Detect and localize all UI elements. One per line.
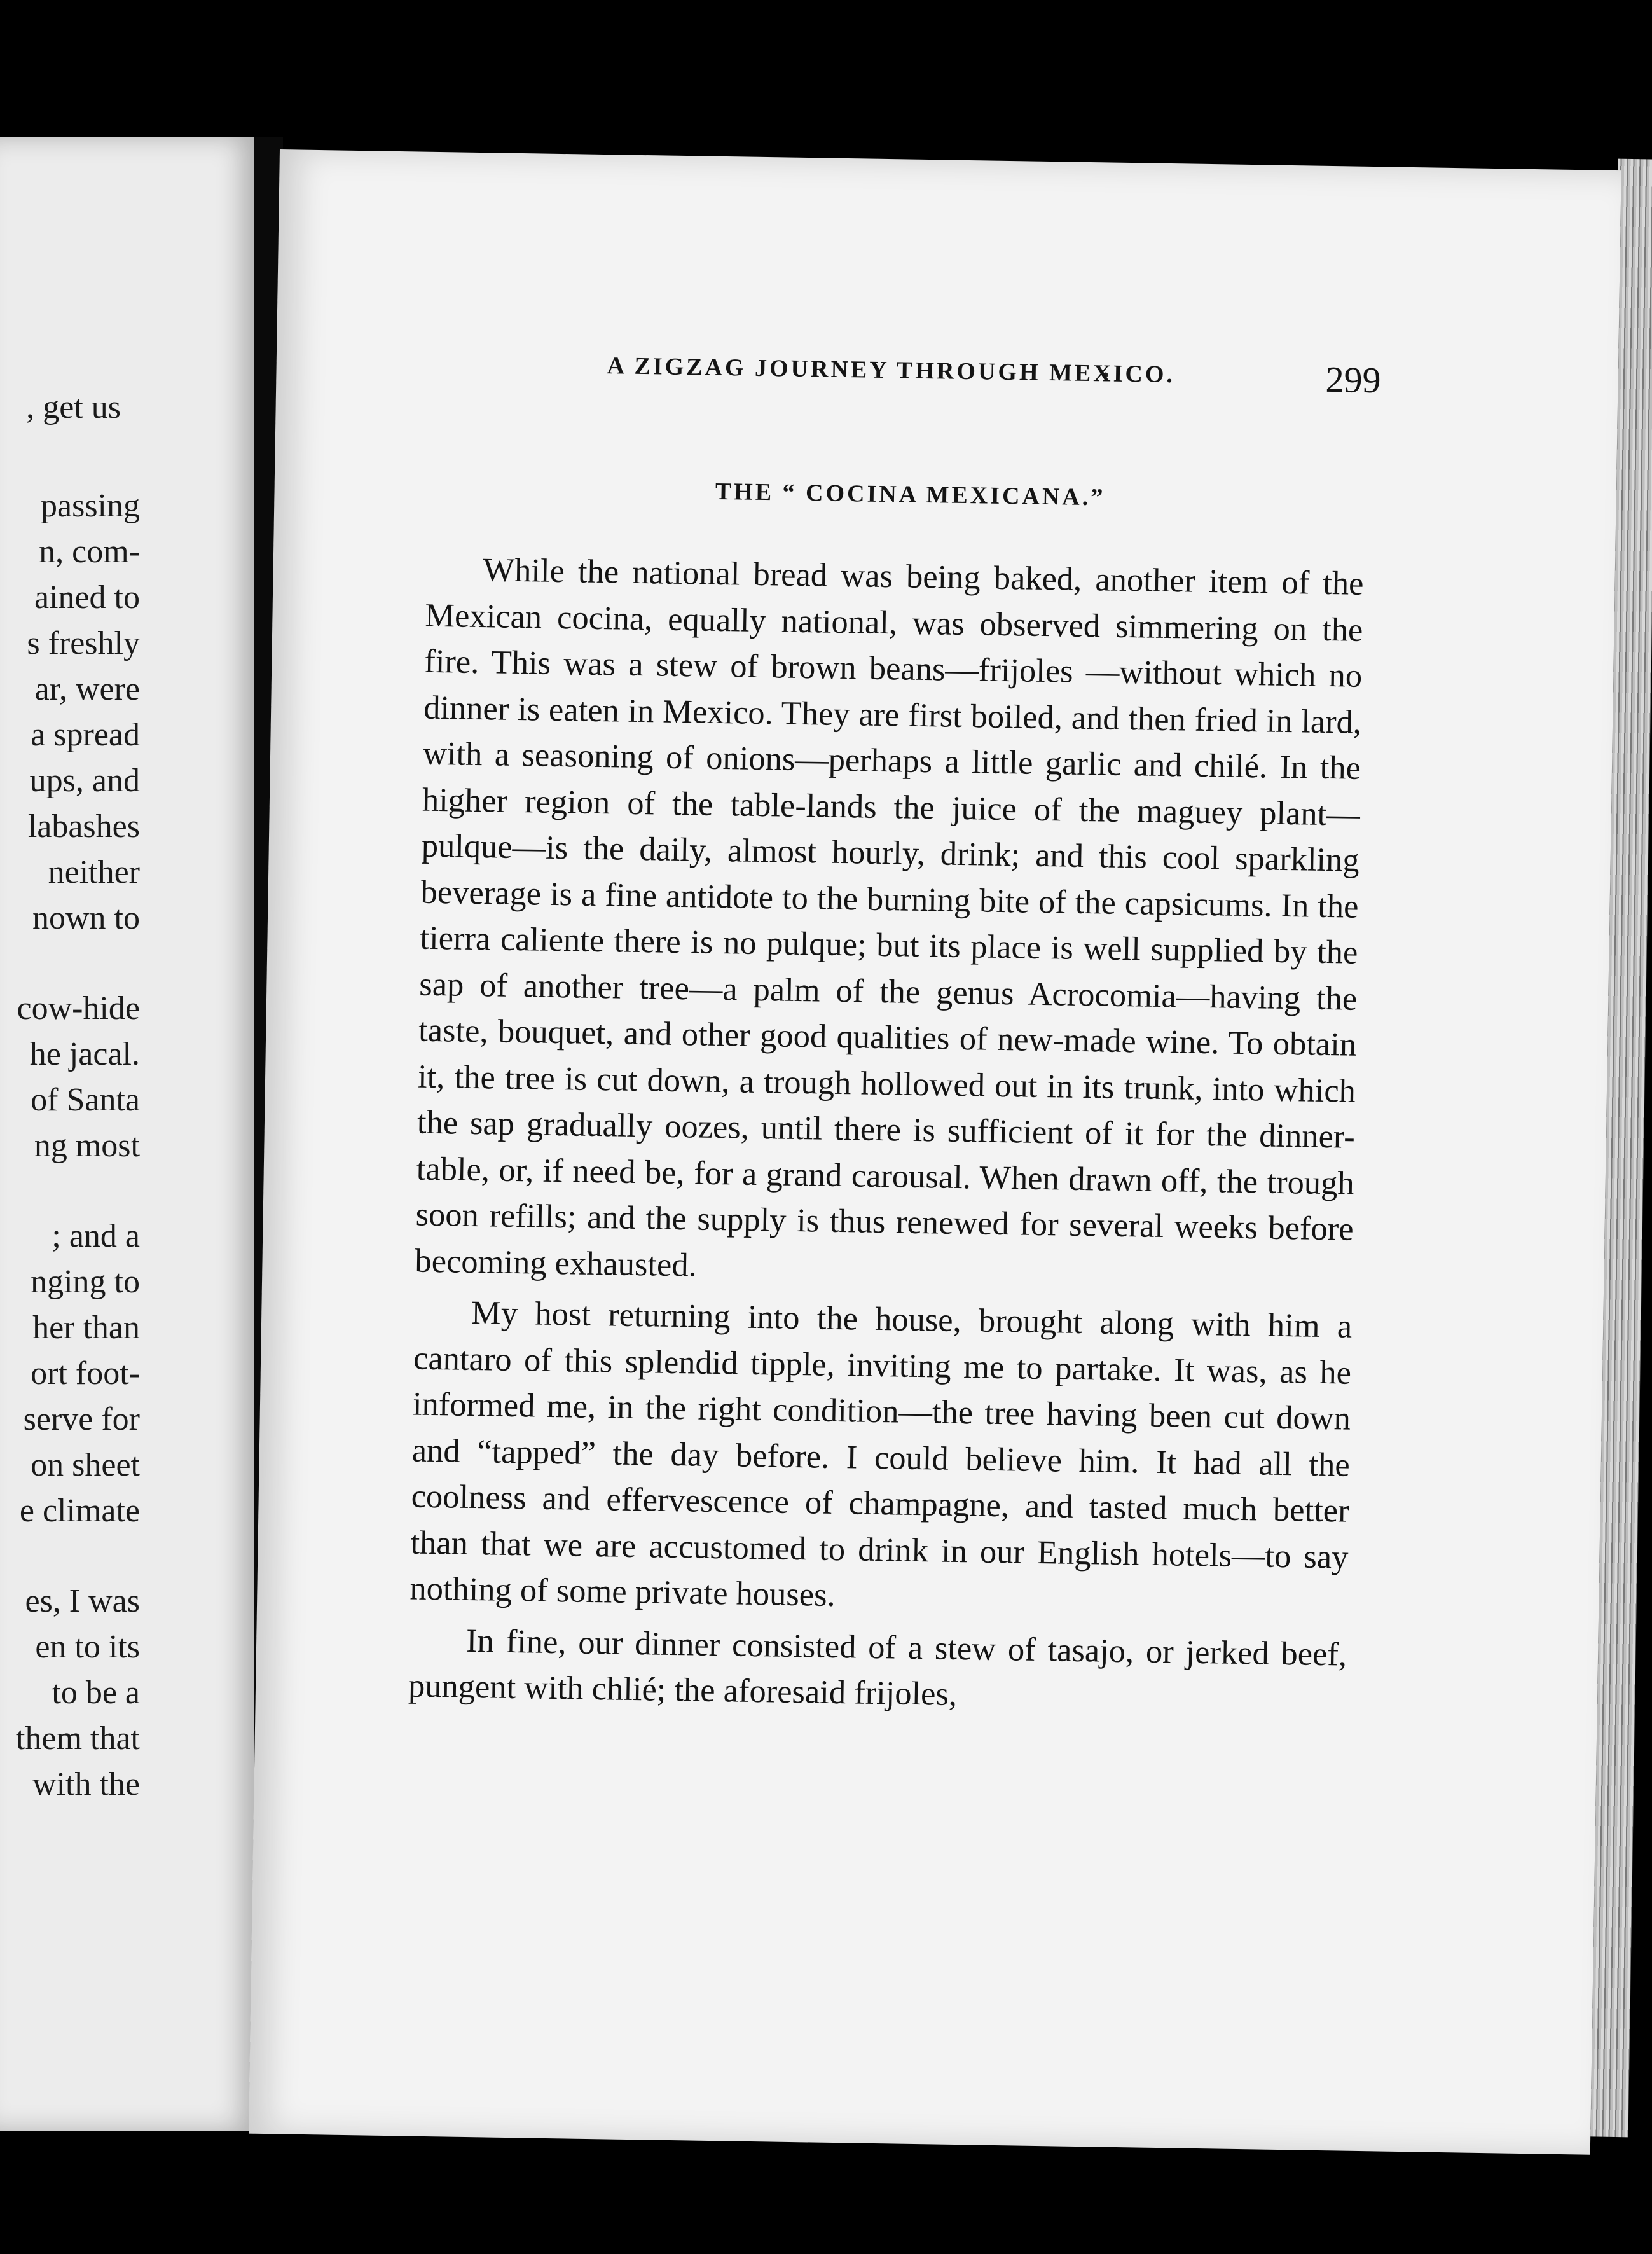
left-line: nging to xyxy=(31,1264,140,1300)
paragraph: In fine, our dinner consisted of a stew of tasajo, or jerked beef, pungent with chlié; the aforesaid frijoles, xyxy=(408,1622,1347,1713)
left-line: ; and a xyxy=(52,1218,140,1254)
left-line: to be a xyxy=(52,1675,140,1711)
running-head: A ZIGZAG JOURNEY THROUGH MEXICO. xyxy=(607,352,1176,389)
left-line: nown to xyxy=(32,900,140,936)
left-line: labashes xyxy=(27,808,140,845)
left-line: her than xyxy=(32,1310,140,1346)
left-line: ort foot- xyxy=(31,1355,140,1392)
left-line: s freshly xyxy=(27,625,140,661)
left-line: ups, and xyxy=(29,763,140,799)
left-line: es, I was xyxy=(25,1583,140,1619)
left-line: e climate xyxy=(19,1493,140,1529)
body-text xyxy=(408,546,1365,1724)
left-line: neither xyxy=(48,854,140,890)
left-line: ained to xyxy=(34,579,140,616)
left-line: a spread xyxy=(31,717,140,753)
previous-page xyxy=(0,137,261,2131)
section-title: THE “ COCINA MEXICANA.” xyxy=(715,478,1106,511)
left-line: he jacal. xyxy=(29,1036,140,1072)
paragraph: My host returning into the house, brought along with him a cantaro of this splendid tipple, inviting me to partake. It was, as he informed me, in the right condition—the tree having been cut down and “tapped” the day before. I could believe him. It had all the coolness and effervescence of champagne, and tasted much better than that we are accustomed to drink in our English hotels—to say nothing of some private houses. xyxy=(410,1294,1353,1614)
left-line: of Santa xyxy=(31,1082,140,1118)
left-line: with the xyxy=(32,1766,140,1802)
left-line: serve for xyxy=(23,1401,140,1437)
left-line: , get us xyxy=(26,389,121,425)
left-line: on sheet xyxy=(31,1447,140,1483)
paragraph: While the national bread was being baked, another item of the Mexican cocina, equally national, was observed simmering on the fire. This was a stew of brown beans—frijoles —without which no dinner is eaten in Mexico. They are first boiled, and then fried in lard, with a seasoning of onions—perhaps a little garlic and chilé. In the higher region of the table-lands the juice of the maguey plant— pulque—is the daily, almost hourly, drink; and this cool sparkling beverage is a fine antidote to the burning bite of the capsicums. In the tierra caliente there is no pulque; but its place is well supplied by the sap of another tree—a palm of the genus Acrocomia—having the taste, bouquet, and other good qualities of new-made wine. To obtain it, the tree is cut down, a trough hollowed out in its trunk, into which the sap gradually oozes, until there is sufficient of it for the dinner-table, or, if need be, for a grand carousal. When drawn off, the trough soon refills; and the supply is thus renewed for several weeks before becoming exhausted. xyxy=(415,551,1364,1284)
left-line: ar, were xyxy=(34,671,140,707)
page-number: 299 xyxy=(1325,358,1382,401)
left-line: cow-hide xyxy=(17,990,140,1027)
left-line: n, com- xyxy=(39,534,140,570)
left-line: passing xyxy=(41,488,140,524)
left-line: ng most xyxy=(34,1128,140,1164)
left-line: them that xyxy=(16,1720,140,1757)
left-line: en to its xyxy=(35,1629,140,1665)
book-page xyxy=(249,149,1621,2155)
